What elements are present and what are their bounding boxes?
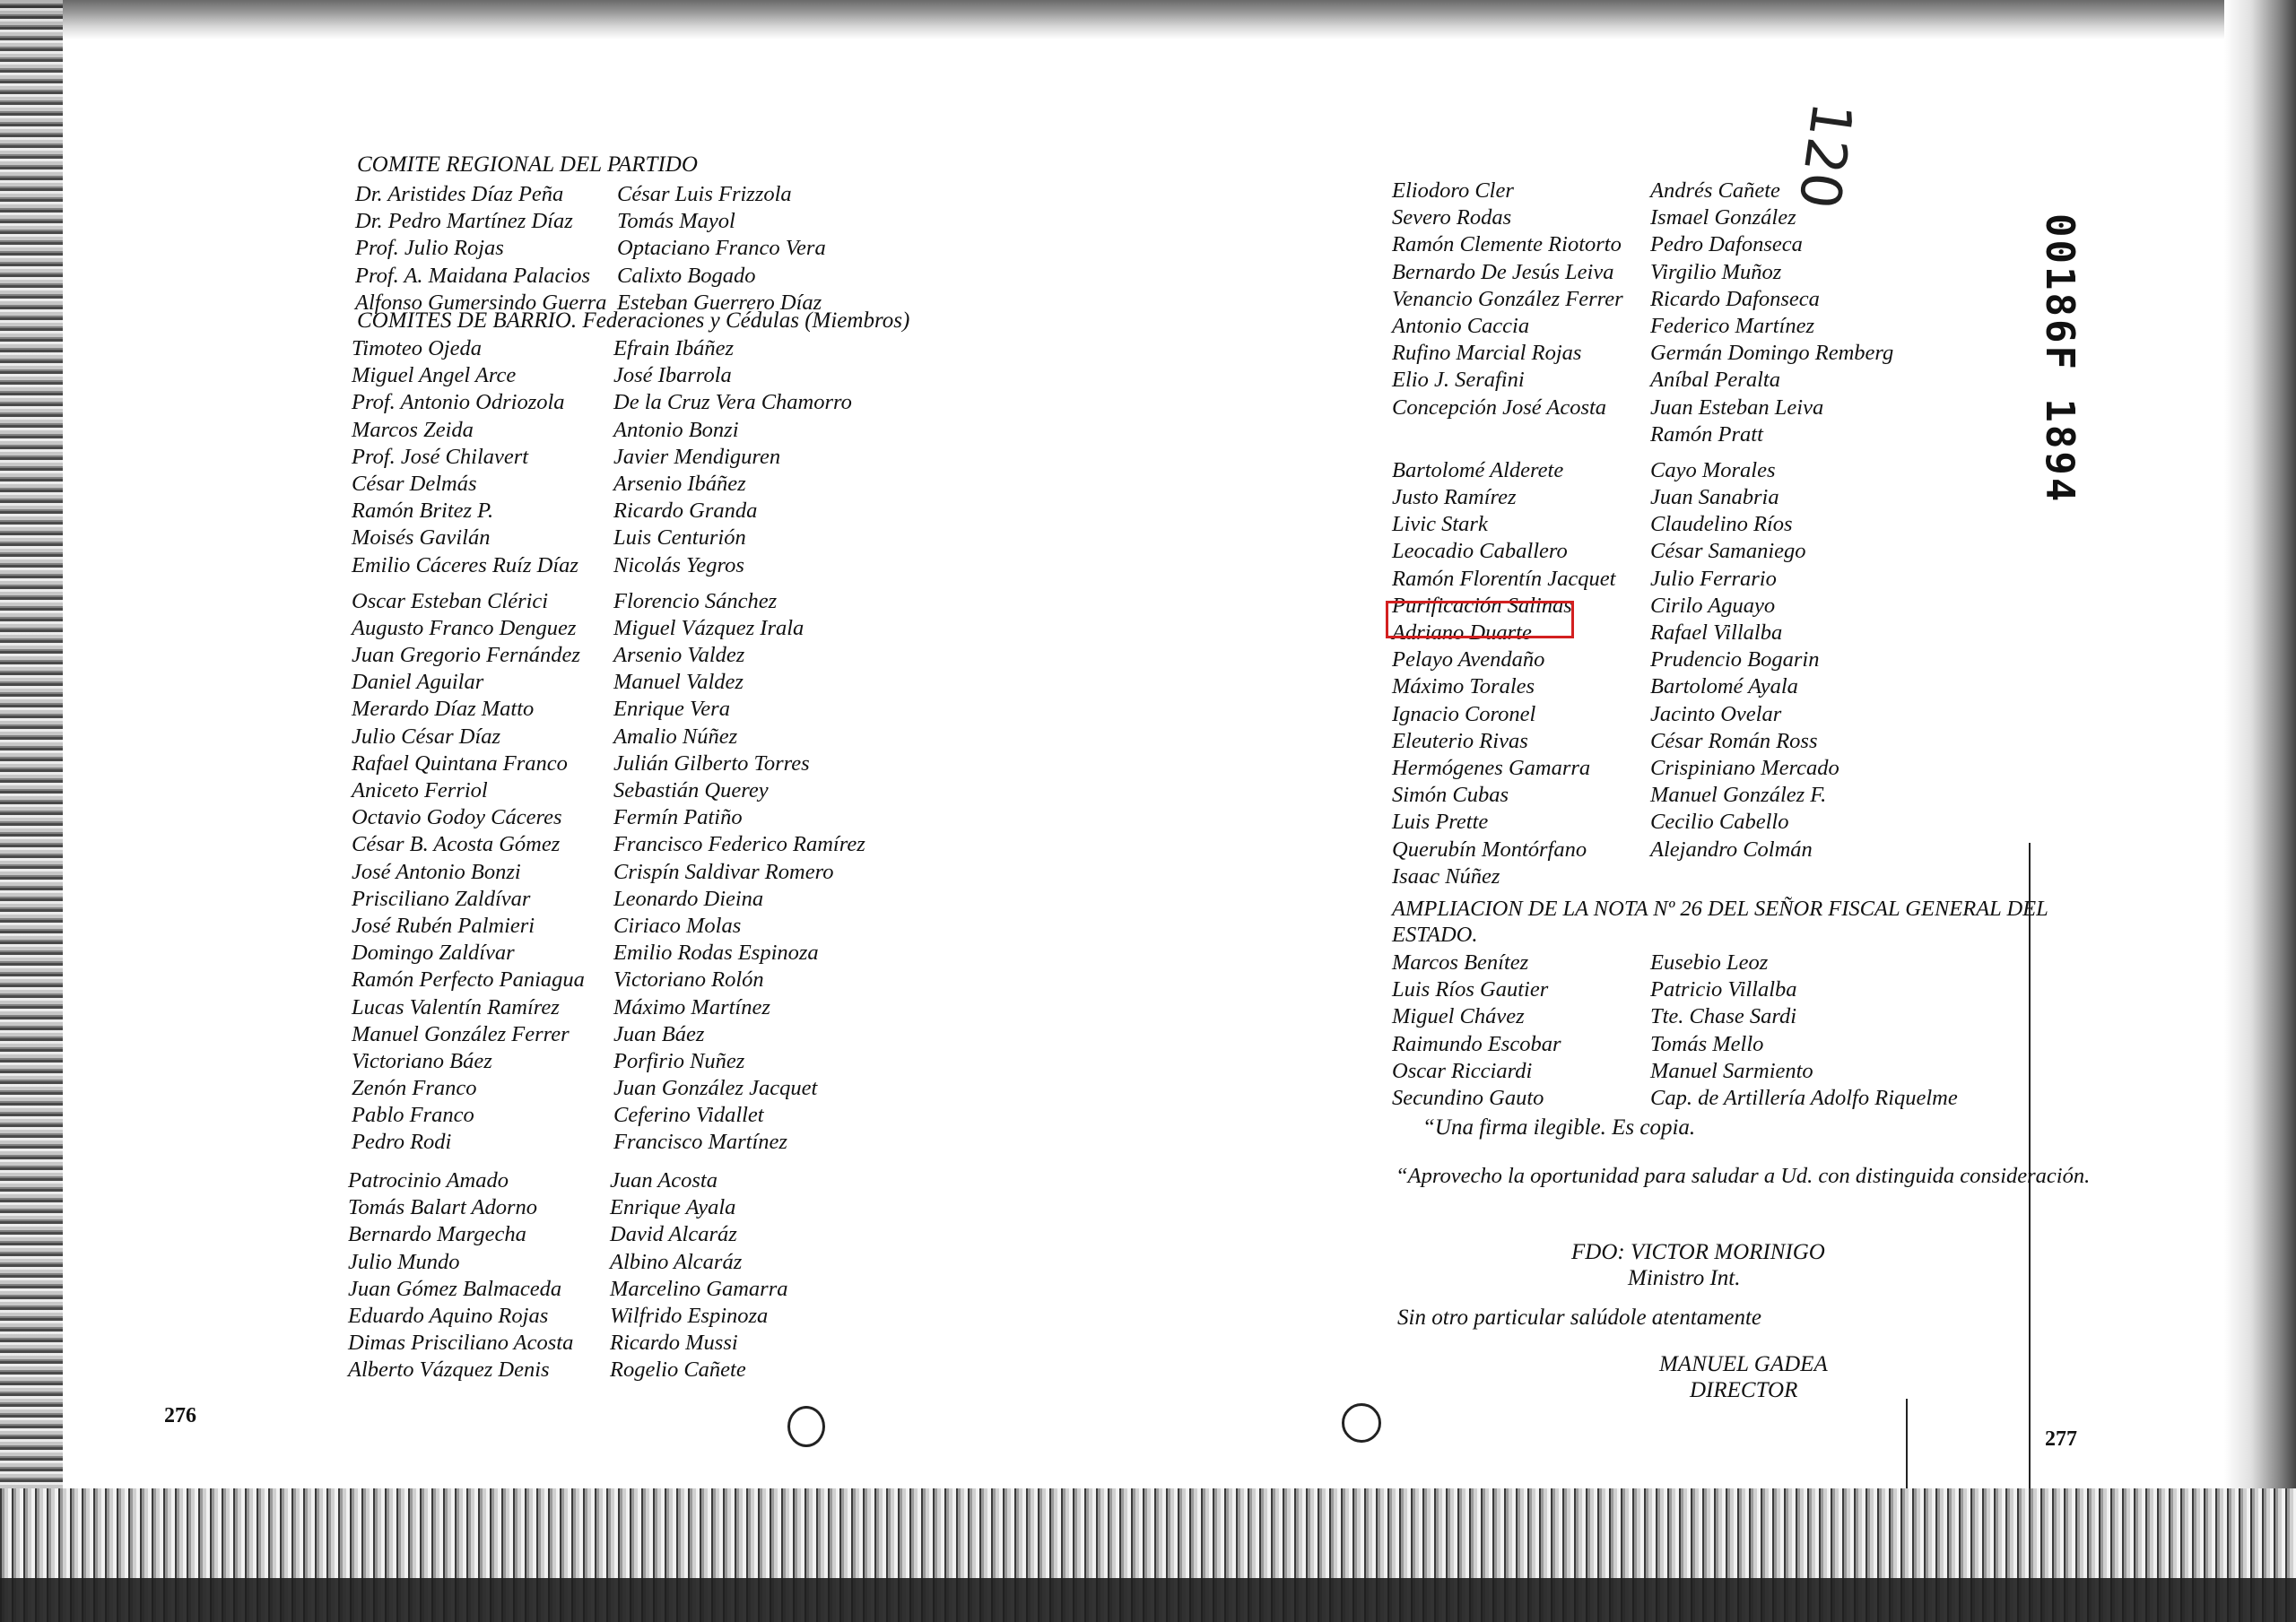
list-item xyxy=(352,804,865,831)
barrio-list xyxy=(352,335,865,1157)
name-column-2: Julián Gilberto Torres xyxy=(613,750,810,776)
name-column-2: Juan Báez xyxy=(613,1021,705,1046)
list-item xyxy=(1392,950,1958,976)
heading-comite-regional: COMITE REGIONAL DEL PARTIDO xyxy=(357,152,698,177)
archive-stamp: 00186F 1894 xyxy=(2037,213,2083,505)
list-item xyxy=(1392,1085,1958,1112)
name-column-2: Enrique Vera xyxy=(613,697,730,722)
sin-otro-text: Sin otro particular salúdole atentamente xyxy=(1397,1305,1761,1330)
list-item xyxy=(1392,538,1893,565)
list-item: Alfonso Gumersindo Guerra Esteban Guerrero Díaz xyxy=(355,290,822,315)
name-column-2: Crispín Saldivar Romero xyxy=(613,859,834,884)
name-column-1: Oscar Esteban Clérici xyxy=(352,588,549,613)
name-column-2: César Román Ross xyxy=(1650,728,1818,753)
barrio-list-b xyxy=(348,1167,787,1384)
highlight-box xyxy=(1386,601,1574,638)
list-item: Prof. Julio Rojas Optaciano Franco Vera xyxy=(355,236,826,261)
name-column-2: Patricio Villalba xyxy=(1650,977,1797,1002)
name-column-1: Pablo Franco xyxy=(352,1103,474,1128)
list-item xyxy=(1392,755,1893,782)
list-item xyxy=(1392,566,1893,593)
name-column-2: Manuel González F. xyxy=(1650,783,1827,808)
list-item xyxy=(1392,1003,1958,1030)
list-item xyxy=(352,389,865,416)
name-column-2: Florencio Sánchez xyxy=(613,588,778,613)
page-number-left: 276 xyxy=(164,1404,196,1427)
firma-note: “Una firma ilegible. Es copia. xyxy=(1422,1115,1696,1140)
list-item xyxy=(1392,286,1893,313)
name-column-2: Rogelio Cañete xyxy=(610,1357,746,1383)
list-item xyxy=(348,1330,787,1357)
list-item xyxy=(352,525,865,551)
spacer xyxy=(1392,448,1893,457)
name-column-1: Augusto Franco Denguez xyxy=(352,615,577,640)
name-column-1: Rufino Marcial Rojas xyxy=(1392,341,1582,366)
name-column-1: César Delmás xyxy=(352,471,477,496)
aprovecho-text: “Aprovecho la oportunidad para saludar a Ud. con distinguida consideración. xyxy=(1396,1164,2091,1188)
list-item xyxy=(352,588,865,615)
name-column-1: Concepción José Acosta xyxy=(1392,395,1607,420)
name-column-2: Albino Alcaráz xyxy=(610,1249,743,1274)
name-column-1: Domingo Zaldívar xyxy=(352,941,515,966)
list-item xyxy=(352,967,865,993)
list-item xyxy=(1392,395,1893,421)
name-column-1: Adriano Duarte xyxy=(1392,620,1532,645)
name-column-2: Javier Mendiguren xyxy=(613,444,781,469)
list-item xyxy=(352,994,865,1021)
name-column-1: Venancio González Ferrer xyxy=(1392,286,1623,311)
list-item xyxy=(352,1021,865,1048)
name-column-2: Juan González Jacquet xyxy=(613,1076,818,1101)
name-column-2: Virgilio Muñoz xyxy=(1650,259,1782,284)
scan-top-edge xyxy=(0,0,2296,39)
ampliacion-heading: AMPLIACION DE LA NOTA Nº 26 DEL SEÑOR FISCAL GENERAL DEL ESTADO. xyxy=(1392,897,2048,947)
name-column-2: Jacinto Ovelar xyxy=(1650,701,1782,726)
name-column-1: Isaac Núñez xyxy=(1392,863,1500,889)
name-column-1: Juan Gregorio Fernández xyxy=(352,643,580,668)
scan-bottom-shadow xyxy=(0,1578,2296,1622)
regional-list xyxy=(355,181,826,317)
name-column-2: Julio Ferrario xyxy=(1650,566,1777,591)
name-column-2: Tomás Mello xyxy=(1650,1031,1764,1056)
list-item xyxy=(1392,809,1893,836)
list-item xyxy=(348,1357,787,1383)
name-column-2: Nicolás Yegros xyxy=(613,552,744,577)
name-column-2: Amalio Núñez xyxy=(613,724,738,749)
name-column-2: Claudelino Ríos xyxy=(1650,512,1793,537)
list-item xyxy=(1392,511,1893,538)
name-column-1: Ignacio Coronel xyxy=(1392,701,1536,726)
list-item xyxy=(348,1249,787,1276)
heading-comites-barrio: COMITES DE BARRIO. Federaciones y Cédulas (Miembros) xyxy=(357,308,910,333)
name-column-1: Eleuterio Rivas xyxy=(1392,728,1528,753)
name-column-1: Prof. Antonio Odriozola xyxy=(352,390,565,415)
name-column-1: Bernardo Margecha xyxy=(348,1222,526,1247)
list-item xyxy=(352,444,865,471)
name-column-1: Máximo Torales xyxy=(1392,674,1535,699)
name-column-1: José Antonio Bonzi xyxy=(352,859,521,884)
director-title: DIRECTOR xyxy=(1690,1378,1798,1402)
list-item xyxy=(352,1129,865,1156)
name-column-2: Ricardo Dafonseca xyxy=(1650,286,1820,311)
name-column-2: Arsenio Valdez xyxy=(613,643,745,668)
name-column-2: Cayo Morales xyxy=(1650,457,1776,482)
name-column-2: David Alcaráz xyxy=(610,1222,737,1247)
name-column-1: Moisés Gavilán xyxy=(352,525,491,551)
list-item xyxy=(352,859,865,886)
name-column-1: Daniel Aguilar xyxy=(352,670,484,695)
list-item xyxy=(1392,673,1893,700)
list-item xyxy=(348,1221,787,1248)
name-column-2: Fermín Patiño xyxy=(613,805,743,830)
name-column-1: Severo Rodas xyxy=(1392,205,1512,230)
name-column-1: Miguel Angel Arce xyxy=(352,363,517,388)
name-column-1: Merardo Díaz Matto xyxy=(352,697,535,722)
list-item xyxy=(1392,976,1958,1003)
name-column-2: Juan Esteban Leiva xyxy=(1650,395,1824,420)
name-column-1: Emilio Cáceres Ruíz Díaz xyxy=(352,552,578,577)
list-item xyxy=(1392,367,1893,394)
name-column-2: Germán Domingo Remberg xyxy=(1650,341,1894,366)
list-item xyxy=(352,1075,865,1102)
list-item xyxy=(352,831,865,858)
name-column-1: Miguel Chávez xyxy=(1392,1004,1525,1029)
list-item xyxy=(1392,646,1893,673)
name-column-2: Francisco Martínez xyxy=(613,1130,787,1155)
name-column-1: Secundino Gauto xyxy=(1392,1085,1544,1110)
name-column-2: Cirilo Aguayo xyxy=(1650,593,1776,618)
name-column-1: Octavio Godoy Cáceres xyxy=(352,805,562,830)
punch-hole xyxy=(1342,1403,1381,1443)
list-item xyxy=(1392,484,1893,511)
name-column-1: Elio J. Serafini xyxy=(1392,368,1525,393)
name-column-2: Manuel Sarmiento xyxy=(1650,1058,1813,1083)
list-item xyxy=(352,471,865,498)
name-column-1: Zenón Franco xyxy=(352,1076,477,1101)
name-column-1: Marcos Zeida xyxy=(352,417,474,442)
list-item xyxy=(352,913,865,940)
name-column-2: Juan Sanabria xyxy=(1650,485,1779,510)
name-column-1: Julio Mundo xyxy=(348,1249,460,1274)
name-column-2: Cecilio Cabello xyxy=(1650,810,1789,835)
list-item xyxy=(1392,837,1893,863)
list-item xyxy=(1392,701,1893,728)
name-column-1: Leocadio Caballero xyxy=(1392,539,1568,564)
name-column-2: De la Cruz Vera Chamorro xyxy=(613,390,852,415)
name-column-2: Alejandro Colmán xyxy=(1650,837,1813,862)
name-column-1: Aniceto Ferriol xyxy=(352,778,488,802)
name-column-1: Hermógenes Gamarra xyxy=(1392,755,1591,780)
list-item xyxy=(1392,313,1893,340)
name-column-1: Oscar Ricciardi xyxy=(1392,1058,1533,1083)
list-item: Prof. A. Maidana Palacios Calixto Bogado xyxy=(355,263,756,288)
scan-right-edge xyxy=(2224,0,2296,1622)
spacer xyxy=(352,579,865,588)
handwritten-folio: 120 xyxy=(1786,98,1866,213)
list-item xyxy=(352,335,865,362)
list-item xyxy=(352,1102,865,1129)
name-column-1: Victoriano Báez xyxy=(352,1048,492,1073)
name-column-2: Tte. Chase Sardi xyxy=(1650,1004,1797,1029)
name-column-2: Ramón Pratt xyxy=(1650,421,1763,447)
list-item xyxy=(352,552,865,579)
name-column-1: Simón Cubas xyxy=(1392,783,1509,808)
list-item xyxy=(1392,259,1893,286)
name-column-2: Porfirio Nuñez xyxy=(613,1048,745,1073)
name-column-1: Dimas Prisciliano Acosta xyxy=(348,1331,574,1356)
name-column-1: Antonio Caccia xyxy=(1392,313,1530,338)
name-column-1: Alberto Vázquez Denis xyxy=(348,1357,550,1383)
list-item xyxy=(348,1194,787,1221)
name-column-2: Manuel Valdez xyxy=(613,670,744,695)
gadea-name: MANUEL GADEA xyxy=(1659,1352,1828,1376)
name-column-2: Leonardo Dieina xyxy=(613,886,764,911)
name-column-2: Luis Centurión xyxy=(613,525,746,551)
name-column-2: Efrain Ibáñez xyxy=(613,336,735,360)
list-item xyxy=(352,615,865,642)
list-item xyxy=(1392,782,1893,809)
ministro-title: Ministro Int. xyxy=(1628,1266,1741,1290)
list-item xyxy=(352,940,865,967)
name-column-2: Enrique Ayala xyxy=(610,1195,736,1220)
name-column-1: Ramón Florentín Jacquet xyxy=(1392,566,1616,591)
list-item: Dr. Aristides Díaz Peña César Luis Frizzola xyxy=(355,182,792,206)
list-item xyxy=(348,1303,787,1330)
list-item xyxy=(348,1276,787,1303)
name-column-2: Eusebio Leoz xyxy=(1650,950,1769,975)
name-column-1: César B. Acosta Gómez xyxy=(352,832,561,857)
name-column-2: Ricardo Mussi xyxy=(610,1331,738,1356)
list-item xyxy=(352,886,865,913)
name-column-2: Marcelino Gamarra xyxy=(610,1276,788,1301)
list-item xyxy=(1392,1058,1958,1085)
name-column-2: Ismael González xyxy=(1650,205,1796,230)
scan-left-edge xyxy=(0,0,63,1622)
name-column-1: Luis Prette xyxy=(1392,810,1489,835)
list-item xyxy=(1392,340,1893,367)
name-column-1: Purificación Salinas xyxy=(1392,593,1572,618)
name-column-2: Pedro Dafonseca xyxy=(1650,232,1803,257)
name-column-1: Lucas Valentín Ramírez xyxy=(352,994,560,1019)
name-column-1: Bernardo De Jesús Leiva xyxy=(1392,259,1614,284)
name-column-1: Prisciliano Zaldívar xyxy=(352,886,531,911)
right-list-b xyxy=(1392,950,1958,1112)
list-item xyxy=(1392,863,1893,890)
name-column-2: Ceferino Vidallet xyxy=(613,1103,764,1128)
name-column-1: Patrocinio Amado xyxy=(348,1168,509,1193)
name-column-1: Livic Stark xyxy=(1392,512,1488,537)
name-column-1: Marcos Benítez xyxy=(1392,950,1529,975)
name-column-2: Andrés Cañete xyxy=(1650,178,1780,203)
name-column-1: Ramón Clemente Riotorto xyxy=(1392,232,1622,257)
name-column-2: Máximo Martínez xyxy=(613,994,770,1019)
name-column-1: Tomás Balart Adorno xyxy=(348,1195,538,1220)
list-item xyxy=(1392,231,1893,258)
list-item xyxy=(352,417,865,444)
list-item xyxy=(352,362,865,389)
name-column-1: Timoteo Ojeda xyxy=(352,336,482,360)
page-number-right: 277 xyxy=(2045,1427,2077,1451)
name-column-1: Pelayo Avendaño xyxy=(1392,647,1545,672)
name-column-1 xyxy=(1392,421,1650,448)
list-item xyxy=(352,750,865,777)
name-column-1: Querubín Montórfano xyxy=(1392,837,1587,862)
name-column-1: Raimundo Escobar xyxy=(1392,1031,1561,1056)
name-column-2: Aníbal Peralta xyxy=(1650,368,1780,393)
name-column-2: Wilfrido Espinoza xyxy=(610,1303,769,1328)
list-item xyxy=(352,642,865,669)
name-column-2: Antonio Bonzi xyxy=(613,417,739,442)
name-column-1: Juan Gómez Balmaceda xyxy=(348,1276,562,1301)
name-column-1: Rafael Quintana Franco xyxy=(352,750,568,776)
name-column-2: Federico Martínez xyxy=(1650,313,1815,338)
list-item xyxy=(1392,204,1893,231)
margin-rule xyxy=(1906,1399,1908,1488)
list-item xyxy=(352,1048,865,1075)
name-column-2: Arsenio Ibáñez xyxy=(613,471,746,496)
name-column-2: Emilio Rodas Espinoza xyxy=(613,941,819,966)
name-column-1: Julio César Díaz xyxy=(352,724,501,749)
name-column-2: Francisco Federico Ramírez xyxy=(613,832,865,857)
name-column-2: Crispiniano Mercado xyxy=(1650,755,1839,780)
name-column-2: Juan Acosta xyxy=(610,1168,718,1193)
name-column-2: Prudencio Bogarin xyxy=(1650,647,1820,672)
list-item xyxy=(348,1167,787,1194)
list-item xyxy=(352,696,865,723)
list-item xyxy=(352,724,865,750)
name-column-1: José Rubén Palmieri xyxy=(352,913,535,938)
name-column-2: Rafael Villalba xyxy=(1650,620,1783,645)
name-column-1: Ramón Britez P. xyxy=(352,499,494,524)
name-column-1: Pedro Rodi xyxy=(352,1130,452,1155)
name-column-2: Miguel Vázquez Irala xyxy=(613,615,804,640)
fdo-signature: FDO: VICTOR MORINIGO xyxy=(1571,1240,1825,1264)
punch-hole xyxy=(787,1406,825,1447)
list-item xyxy=(1392,728,1893,755)
name-column-1: Prof. José Chilavert xyxy=(352,444,529,469)
name-column-2: Cap. de Artillería Adolfo Riquelme xyxy=(1650,1085,1958,1110)
name-column-2: José Ibarrola xyxy=(613,363,732,388)
name-column-1: Luis Ríos Gautier xyxy=(1392,977,1549,1002)
list-item xyxy=(1392,1031,1958,1058)
list-item xyxy=(1392,421,1893,448)
name-column-1: Ramón Perfecto Paniagua xyxy=(352,967,585,993)
name-column-2: Victoriano Rolón xyxy=(613,967,764,993)
name-column-1: Bartolomé Alderete xyxy=(1392,457,1564,482)
list-item xyxy=(352,498,865,525)
right-list xyxy=(1392,178,1893,890)
list-item: Dr. Pedro Martínez Díaz Tomás Mayol xyxy=(355,209,735,234)
list-item xyxy=(352,777,865,804)
list-item xyxy=(1392,457,1893,484)
name-column-2: Bartolomé Ayala xyxy=(1650,674,1798,699)
name-column-2: Sebastián Querey xyxy=(613,778,769,802)
list-item xyxy=(352,669,865,696)
name-column-2: Ciriaco Molas xyxy=(613,913,742,938)
name-column-1: Eduardo Aquino Rojas xyxy=(348,1303,549,1328)
name-column-1: Justo Ramírez xyxy=(1392,485,1517,510)
name-column-2: César Samaniego xyxy=(1650,539,1806,564)
name-column-1: Eliodoro Cler xyxy=(1392,178,1514,203)
name-column-2: Ricardo Granda xyxy=(613,499,758,524)
name-column-1: Manuel González Ferrer xyxy=(352,1021,570,1046)
